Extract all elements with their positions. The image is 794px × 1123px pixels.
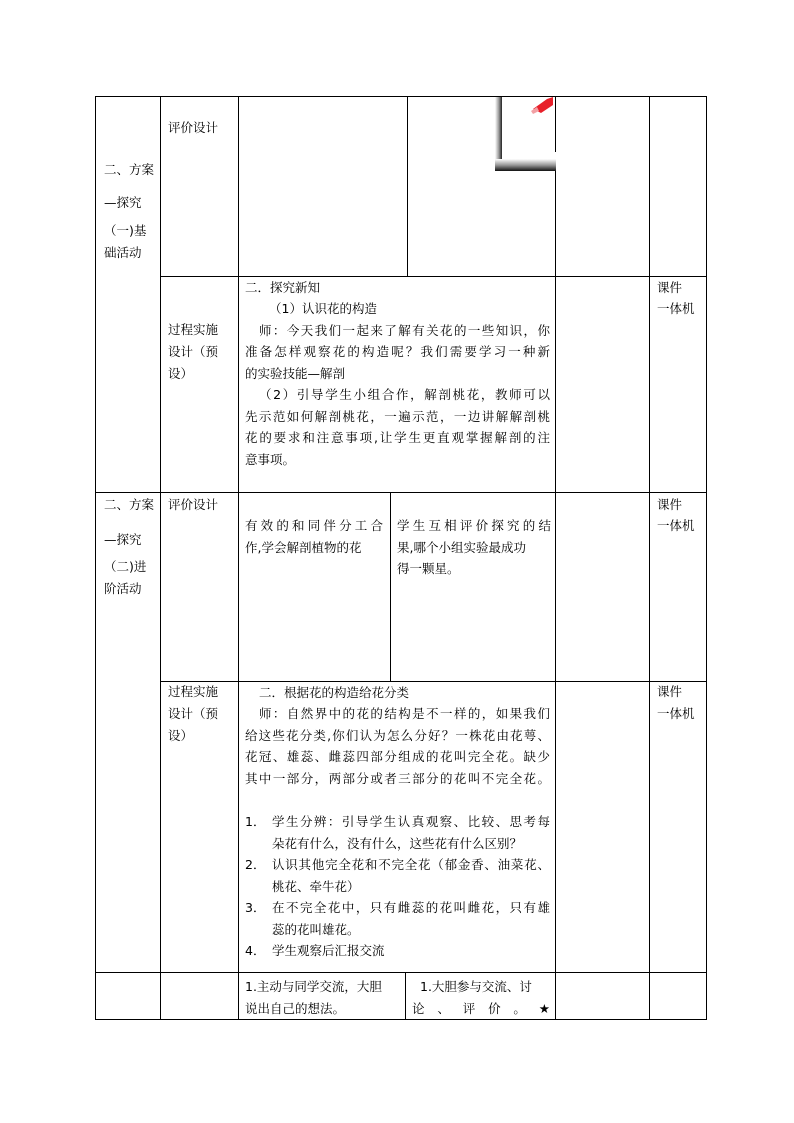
row-divider-section-1-2: [95, 492, 707, 493]
content-line: 先示范如何解剖桃花，一遍示范，一边讲解解剖桃: [245, 409, 550, 424]
process-label-line: 过程实施: [168, 684, 219, 699]
goal-line: 1.主动与同学交流，大胆: [245, 979, 382, 994]
col-divider-notes: [555, 96, 556, 1020]
method-line: 果,哪个小组实验最成功: [397, 540, 526, 555]
content-line: 的实验技能—解剖: [245, 366, 346, 381]
content-line: （1）认识花的构造: [269, 301, 377, 316]
goal-line: 作,学会解剖植物的花: [245, 540, 362, 555]
process-label-line: 设计（预: [168, 706, 219, 721]
list-number: 2．: [245, 857, 266, 872]
content-line: （2）引导学生小组合作，解剖桃花，教师可以: [259, 387, 550, 402]
list-text: 在不完全花中，只有雌蕊的花叫雌花，只有雄: [272, 900, 550, 915]
process-label-line: 设）: [168, 366, 194, 381]
method-line: 学生互相评价探究的结: [397, 518, 551, 533]
list-text: 桃花、牵牛花）: [272, 879, 360, 894]
section-1-heading-line: 二、方案: [104, 162, 155, 177]
process-label-line: 过程实施: [168, 322, 219, 337]
resource-item: 课件: [657, 497, 683, 512]
content-line: 花的要求和注意事项,让学生更直观掌握解剖的注: [245, 430, 550, 445]
col-divider-eval-3: [405, 972, 406, 1020]
method-line: 得一颗星。: [397, 561, 460, 576]
content-line: 二．根据花的构造给花分类: [259, 685, 410, 700]
row-divider-section-2-3: [95, 972, 707, 973]
content-line: 给这些花分类,你们认为怎么分好？一株花由花萼、: [245, 728, 550, 743]
content-line: 师：今天我们一起来了解有关花的一些知识，你: [259, 323, 550, 338]
col-divider-resources: [649, 96, 650, 1020]
method-line: 论 、 评 价 。 ★: [412, 1001, 550, 1016]
resource-item: 课件: [657, 280, 683, 295]
resource-item: 一体机: [657, 518, 695, 533]
section-2-heading-line: —探究: [104, 532, 142, 547]
list-number: 1．: [245, 814, 266, 829]
goal-line: 有效的和同伴分工合: [245, 518, 383, 533]
section-1-heading-line: （一)基: [104, 223, 147, 238]
method-line: 1.大胆参与交流、讨: [420, 979, 532, 994]
table-border-right: [706, 96, 707, 1020]
content-line: 师：自然界中的花的结构是不一样的，如果我们: [259, 706, 550, 721]
section-1-heading-line: —探究: [104, 195, 142, 210]
resource-item: 一体机: [657, 301, 695, 316]
resource-item: 课件: [657, 684, 683, 699]
table-border-top: [95, 96, 707, 97]
embedded-image: [495, 97, 556, 172]
section-2-heading-line: 阶活动: [104, 581, 142, 596]
col-divider-eval-2: [390, 492, 391, 682]
process-label-line: 设计（预: [168, 344, 219, 359]
resource-item: 一体机: [657, 706, 695, 721]
list-text: 朵花有什么，没有什么，这些花有什么区别？: [272, 836, 523, 851]
list-number: 4．: [245, 943, 266, 958]
image-fragment-icon: [495, 97, 556, 172]
section-1-heading-line: 础活动: [104, 245, 142, 260]
content-line: 准备怎样观察花的构造呢？我们需要学习一种新: [245, 344, 550, 359]
col-divider-eval-1: [407, 96, 408, 277]
list-text: 蕊的花叫雄花。: [272, 922, 360, 937]
list-number: 3．: [245, 900, 266, 915]
section-2-heading-line: （二)进: [104, 559, 147, 574]
section-2-heading-line: 二、方案: [104, 497, 155, 512]
content-line: 其中一部分，两部分或者三部分的花叫不完全花。: [245, 771, 550, 786]
list-text: 认识其他完全花和不完全花（郁金香、油菜花、: [272, 857, 550, 872]
table-border-left: [95, 96, 96, 1020]
process-label-line: 设）: [168, 728, 194, 743]
section-2-eval-label: 评价设计: [168, 497, 219, 512]
content-line: 意事项。: [245, 452, 296, 467]
list-text: 学生分辨：引导学生认真观察、比较、思考每: [272, 814, 550, 829]
section-1-eval-label: 评价设计: [168, 120, 219, 135]
list-text: 学生观察后汇报交流: [272, 943, 385, 958]
col-divider-heading: [160, 96, 161, 1020]
col-divider-label: [238, 96, 239, 1020]
content-line: 花冠、雄蕊、雌蕊四部分组成的花叫完全花。缺少: [245, 749, 550, 764]
goal-line: 说出自己的想法。: [245, 1001, 346, 1016]
content-line: 二．探究新知: [245, 280, 321, 295]
